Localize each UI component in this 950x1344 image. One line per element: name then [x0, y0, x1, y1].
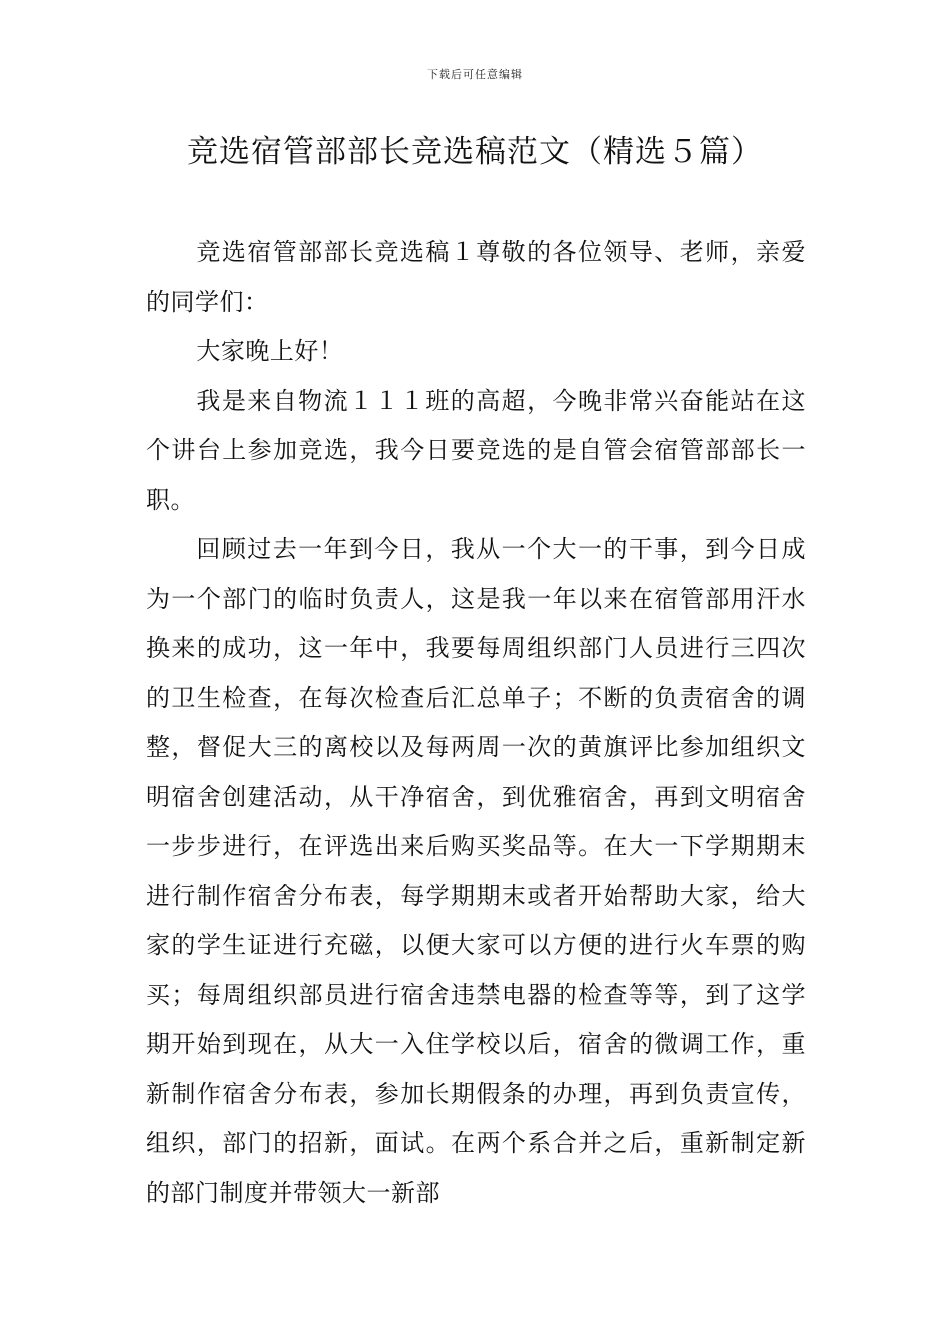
paragraph-introduction: 我是来自物流１１１班的高超，今晚非常兴奋能站在这个讲台上参加竞选，我今日要竞选的是自管会宿管部部长一职。 — [146, 386, 806, 514]
paragraph-greeting: 竞选宿管部部长竞选稿１尊敬的各位领导、老师，亲爱的同学们： — [146, 238, 806, 316]
document-title: 竞选宿管部部长竞选稿范文（精选５篇） — [187, 134, 763, 170]
paragraph-salutation: 大家晚上好！ — [196, 337, 344, 365]
paragraph-review: 回顾过去一年到今日，我从一个大一的干事，到今日成为一个部门的临时负责人，这是我一年以来在宿管部用汗水换来的成功，这一年中，我要每周组织部门人员进行三四次的卫生检查，在每次检查后汇总单子；不断的负责宿舍的调整，督促大三的离校以及每两周一次的黄旗评比参加组织文明宿舍创建活动，从干净宿舍，到优雅宿舍，再到文明宿舍一步步进行，在评选出来后购买奖品等。在大一下学期期末进行制作宿舍分布表，每学期期末或者开始帮助大家，给大家的学生证进行充磁，以便大家可以方便的进行火车票的购买；每周组织部员进行宿舍违禁电器的检查等等，到了这学期开始到现在，从大一入住学校以后，宿舍的微调工作，重新制作宿舍分布表，参加长期假条的办理，再到负责宣传，组织，部门的招新，面试。在两个系合并之后，重新制定新的部门制度并带领大一新部 — [146, 535, 806, 1207]
document-body — [146, 228, 806, 1218]
header-note: 下载后可任意编辑 — [427, 68, 523, 81]
